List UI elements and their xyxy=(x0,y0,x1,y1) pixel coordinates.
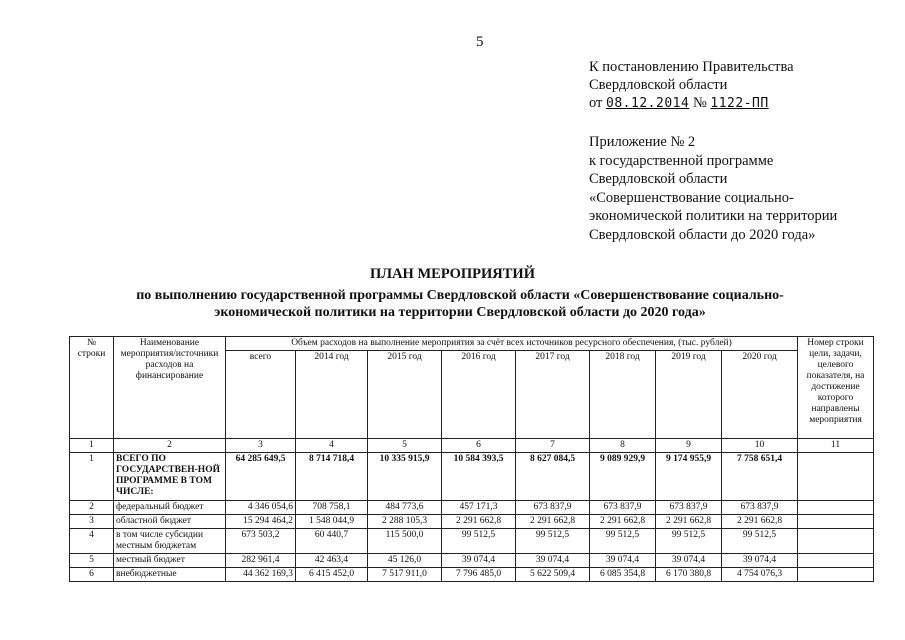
row-name: местный бюджет xyxy=(114,554,226,568)
row-2017: 39 074,4 xyxy=(516,554,590,568)
column-number: 2 xyxy=(114,439,226,453)
column-number: 10 xyxy=(722,439,798,453)
table-row xyxy=(70,529,874,554)
row-2017: 99 512,5 xyxy=(516,529,590,554)
row-2014: 708 758,1 xyxy=(296,501,368,515)
header-year-2020: 2020 год xyxy=(722,351,798,439)
row-2018: 39 074,4 xyxy=(590,554,656,568)
document-subtitle: по выполнению государственной программы Свердловской области «Совершенствование социально-экономической политики на территории Свердловской области до 2020 года» xyxy=(136,288,784,320)
row-2019: 673 837,9 xyxy=(656,501,722,515)
row-2016: 39 074,4 xyxy=(442,554,516,568)
row-2018: 673 837,9 xyxy=(590,501,656,515)
header-year-2019: 2019 год xyxy=(656,351,722,439)
row-2020: 39 074,4 xyxy=(722,554,798,568)
column-number: 5 xyxy=(368,439,442,453)
approval-block xyxy=(589,58,794,113)
page-number: 5 xyxy=(476,34,484,50)
row-2019: 99 512,5 xyxy=(656,529,722,554)
table-row xyxy=(70,554,874,568)
column-number: 8 xyxy=(590,439,656,453)
row-2019: 2 291 662,8 xyxy=(656,515,722,529)
row-target xyxy=(798,501,874,515)
row-2014: 8 714 718,4 xyxy=(296,453,368,501)
column-number: 6 xyxy=(442,439,516,453)
row-2019: 39 074,4 xyxy=(656,554,722,568)
approval-number: 1122-ПП xyxy=(710,96,769,111)
column-number: 11 xyxy=(798,439,874,453)
header-year-2014: 2014 год xyxy=(296,351,368,439)
row-2018: 99 512,5 xyxy=(590,529,656,554)
column-number: 7 xyxy=(516,439,590,453)
row-2015: 10 335 915,9 xyxy=(368,453,442,501)
row-num: 6 xyxy=(70,568,114,582)
row-2020: 7 758 651,4 xyxy=(722,453,798,501)
row-total: 282 961,4 xyxy=(226,554,296,568)
row-2014: 60 440,7 xyxy=(296,529,368,554)
header-name: Наименование мероприятия/источники расходов на финансирование xyxy=(114,337,226,439)
row-2016: 2 291 662,8 xyxy=(442,515,516,529)
row-2020: 673 837,9 xyxy=(722,501,798,515)
header-target: Номер строки цели, задачи, целевого показателя, на достижение которого направлены мероприятия xyxy=(798,337,874,439)
row-num: 2 xyxy=(70,501,114,515)
column-number: 1 xyxy=(70,439,114,453)
header-total: всего xyxy=(226,351,296,439)
row-target xyxy=(798,453,874,501)
header-year-2017: 2017 год xyxy=(516,351,590,439)
row-2016: 7 796 485,0 xyxy=(442,568,516,582)
approval-line-2: Свердловской области xyxy=(589,77,728,93)
row-name: областной бюджет xyxy=(114,515,226,529)
approval-number-label: № xyxy=(692,95,707,111)
appendix-line: «Совершенствование социально- xyxy=(589,189,794,206)
row-2016: 99 512,5 xyxy=(442,529,516,554)
column-number: 4 xyxy=(296,439,368,453)
header-num: № строки xyxy=(70,337,114,439)
row-2014: 42 463,4 xyxy=(296,554,368,568)
row-2015: 45 126,0 xyxy=(368,554,442,568)
row-2018: 6 085 354,8 xyxy=(590,568,656,582)
header-year-2015: 2015 год xyxy=(368,351,442,439)
row-total: 44 362 169,3 xyxy=(226,568,296,582)
row-2014: 6 415 452,0 xyxy=(296,568,368,582)
plan-table xyxy=(69,336,874,582)
row-2020: 4 754 076,3 xyxy=(722,568,798,582)
table-row xyxy=(70,501,874,515)
row-num: 3 xyxy=(70,515,114,529)
approval-from-label: от xyxy=(589,95,603,111)
appendix-line: Приложение № 2 xyxy=(589,134,696,150)
header-year-2016: 2016 год xyxy=(442,351,516,439)
row-2020: 99 512,5 xyxy=(722,529,798,554)
appendix-line: к государственной программе xyxy=(589,152,774,169)
row-total: 64 285 649,5 xyxy=(226,453,296,501)
row-name: в том числе субсидии местным бюджетам xyxy=(114,529,226,554)
table-row xyxy=(70,568,874,582)
row-target xyxy=(798,568,874,582)
row-2017: 673 837,9 xyxy=(516,501,590,515)
row-2018: 9 089 929,9 xyxy=(590,453,656,501)
table-row xyxy=(70,453,874,501)
appendix-line: Свердловской области до 2020 года» xyxy=(589,226,816,243)
column-number: 3 xyxy=(226,439,296,453)
row-2017: 5 622 509,4 xyxy=(516,568,590,582)
table-row xyxy=(70,515,874,529)
header-volume: Объем расходов на выполнение мероприятия за счёт всех источников ресурсного обеспечения, (тыс. рублей) xyxy=(226,337,798,351)
row-num: 4 xyxy=(70,529,114,554)
row-2019: 9 174 955,9 xyxy=(656,453,722,501)
row-2019: 6 170 380,8 xyxy=(656,568,722,582)
column-number-row xyxy=(70,439,874,453)
row-2017: 8 627 084,5 xyxy=(516,453,590,501)
approval-date: 08.12.2014 xyxy=(606,96,690,111)
row-2020: 2 291 662,8 xyxy=(722,515,798,529)
header-year-2018: 2018 год xyxy=(590,351,656,439)
row-2018: 2 291 662,8 xyxy=(590,515,656,529)
header-row xyxy=(70,337,874,351)
row-target xyxy=(798,529,874,554)
row-2015: 2 288 105,3 xyxy=(368,515,442,529)
appendix-line: Свердловской области xyxy=(589,171,728,187)
row-2016: 457 171,3 xyxy=(442,501,516,515)
row-2015: 7 517 911,0 xyxy=(368,568,442,582)
row-total: 15 294 464,2 xyxy=(226,515,296,529)
row-2017: 2 291 662,8 xyxy=(516,515,590,529)
row-num: 1 xyxy=(70,453,114,501)
approval-line-1: К постановлению Правительства xyxy=(589,59,794,75)
row-total: 673 503,2 xyxy=(226,529,296,554)
column-number: 9 xyxy=(656,439,722,453)
appendix-block xyxy=(589,133,837,244)
row-num: 5 xyxy=(70,554,114,568)
row-2016: 10 584 393,5 xyxy=(442,453,516,501)
row-2014: 1 548 044,9 xyxy=(296,515,368,529)
row-2015: 484 773,6 xyxy=(368,501,442,515)
row-name: внебюджетные xyxy=(114,568,226,582)
row-target xyxy=(798,515,874,529)
document-title: ПЛАН МЕРОПРИЯТИЙ xyxy=(370,266,535,282)
appendix-line: экономической политики на территории xyxy=(589,208,838,224)
row-2015: 115 500,0 xyxy=(368,529,442,554)
approval-date-line xyxy=(589,94,794,113)
row-total: 4 346 054,6 xyxy=(226,501,296,515)
row-name: федеральный бюджет xyxy=(114,501,226,515)
row-target xyxy=(798,554,874,568)
row-name: ВСЕГО ПО ГОСУДАРСТВЕН-НОЙ ПРОГРАММЕ В ТОМ ЧИСЛЕ: xyxy=(114,453,226,501)
